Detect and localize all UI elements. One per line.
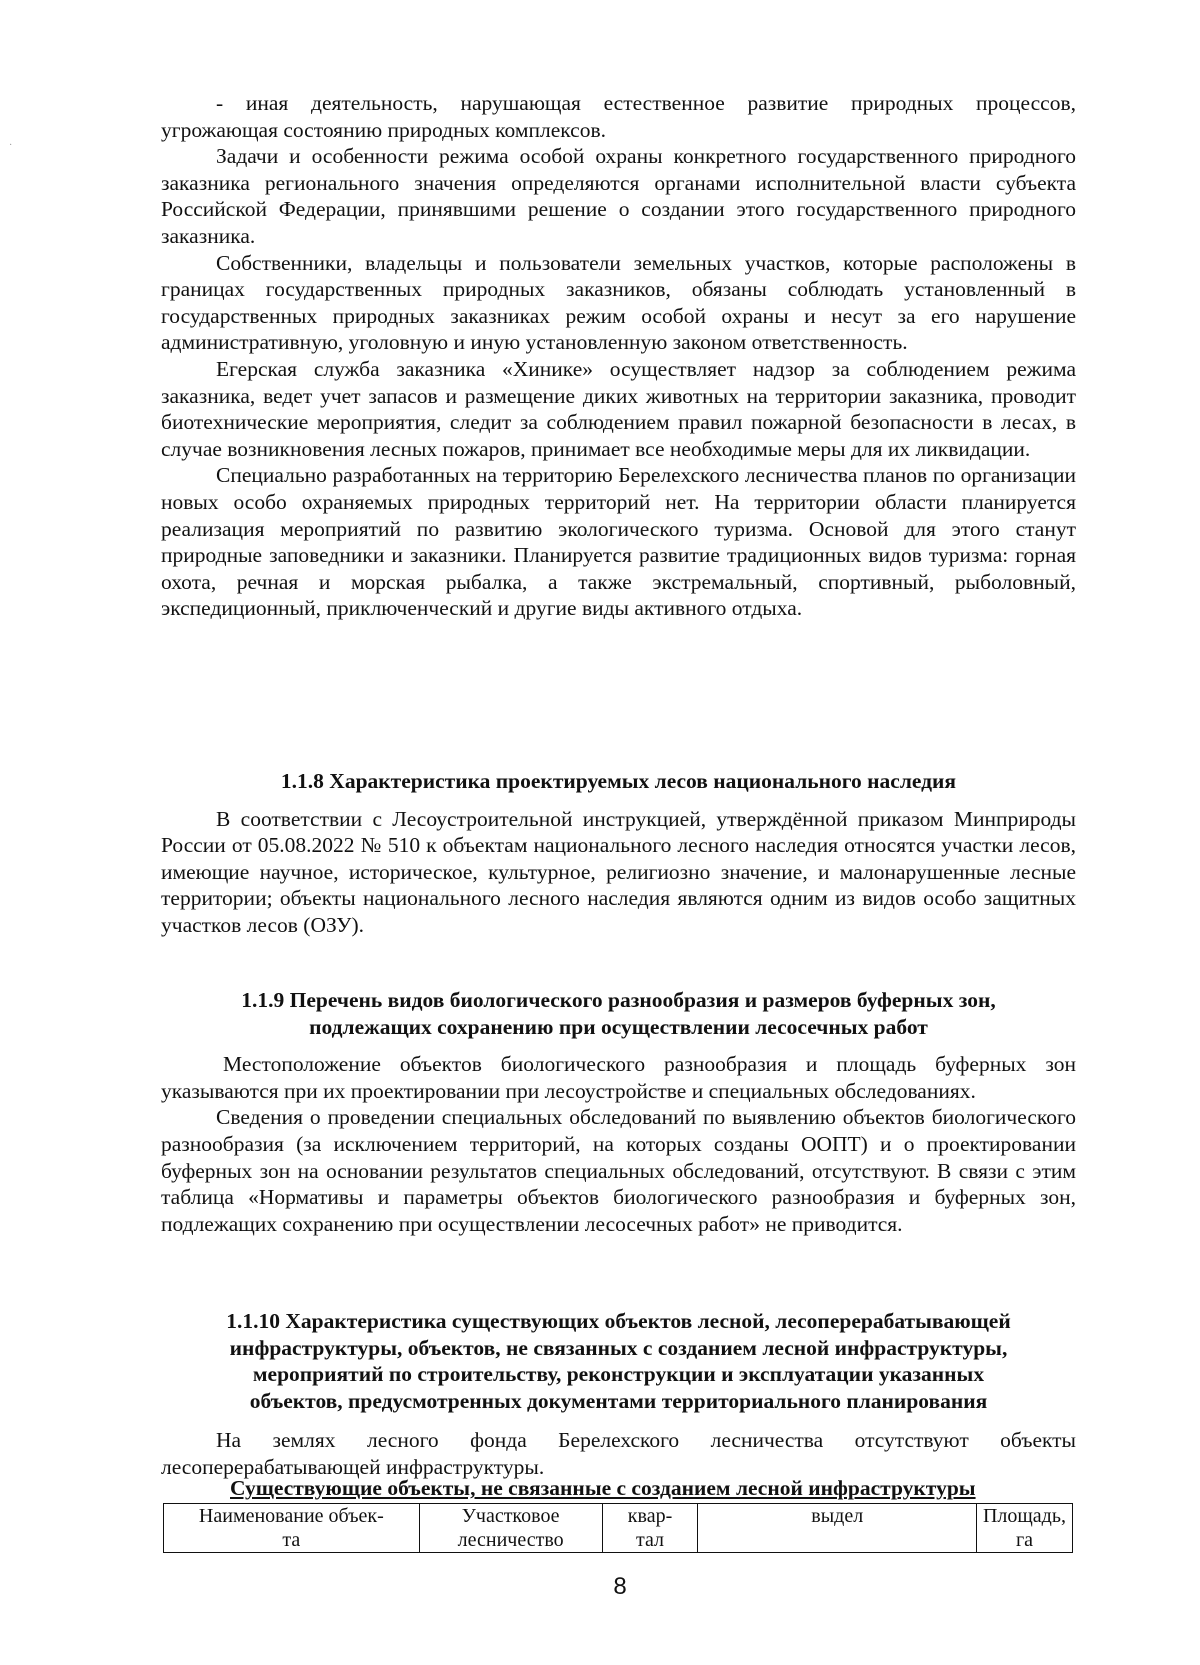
section-heading-1-1-10-line4: объектов, предусмотренных документами территориального планирования <box>249 1388 988 1413</box>
column-header-quarter-line1: квар- <box>627 1505 673 1527</box>
section-1-1-8 <box>161 768 1076 939</box>
column-header-area-line1: Площадь, <box>982 1505 1066 1527</box>
column-header-quarter-line2: тал <box>636 1529 665 1551</box>
section-1-1-9-paragraph-1: Местоположение объектов биологического разнообразия и площадь буферных зон указываются при их проектировании при лесоустройстве и специальных обследованиях. <box>161 1052 1076 1103</box>
section-heading-1-1-10-line3: мероприятий по строительству, реконструкции и эксплуатации указанных <box>252 1362 985 1387</box>
section-1-1-9 <box>161 987 1076 1237</box>
column-header-object-name-line1: Наименование объек- <box>198 1505 384 1527</box>
column-header-area <box>976 1504 1072 1553</box>
section-1-1-8-paragraph: В соответствии с Лесоустроительной инструкцией, утверждённой приказом Минприроды России от 05.08.2022 № 510 к объектам национального лесного наследия относятся участки лесов, имеющие научное, историческое, культурное, религиозно значение, и малонарушенные лесные территории; объекты национального лесного наследия являются одним из видов особо защитных участков лесов (ОЗУ). <box>161 806 1076 937</box>
section-1-1-10 <box>161 1308 1076 1481</box>
table-header-row <box>164 1504 1073 1553</box>
column-header-allotment-label: выдел <box>811 1505 864 1527</box>
section-1-1-9-paragraph-2: Сведения о проведении специальных обследований по выявлению объектов биологического разнообразия (за исключением территорий, на которых созданы ООПТ) и о проектировании буферных зон на основании результатов специальных обследований, отсутствуют. В связи с этим таблица «Нормативы и параметры объектов биологического разнообразия и буферных зон, подлежащих сохранению при осуществлении лесосечных работ» не приводится. <box>161 1105 1076 1236</box>
column-header-quarter <box>602 1504 698 1553</box>
section-heading-1-1-9-line2: подлежащих сохранению при осуществлении лесосечных работ <box>309 1014 928 1039</box>
column-header-allotment <box>698 1504 977 1553</box>
section-1-1-10-paragraph: На землях лесного фонда Берелехского лесничества отсутствуют объекты лесоперерабатывающей инфраструктуры. <box>161 1428 1076 1479</box>
objects-table <box>163 1503 1073 1553</box>
column-header-forestry-line2: лесничество <box>457 1529 564 1551</box>
page-number: 8 <box>613 1573 627 1600</box>
section-heading-1-1-10-line2: инфраструктуры, объектов, не связанных с созданием лесной инфраструктуры, <box>229 1335 1008 1360</box>
column-header-forestry <box>419 1504 602 1553</box>
intro-paragraph-5: Специально разработанных на территорию Берелехского лесничества планов по организации новых особо охраняемых природных территорий нет. На территории области планируется реализация мероприятий по развитию экологического туризма. Основой для этого станут природные заповедники и заказники. Планируется развитие традиционных видов туризма: горная охота, речная и морская рыбалка, а также экстремальный, спортивный, рыболовный, экспедиционный, приключенческий и другие виды активного отдыха. <box>161 463 1076 621</box>
section-heading-1-1-8: 1.1.8 Характеристика проектируемых лесов национального наследия <box>280 769 957 793</box>
intro-paragraph-3: Собственники, владельцы и пользователи земельных участков, которые расположены в границах государственных природных заказников, обязаны соблюдать установленный в государственных природных заказниках режим особой охраны и несут за его нарушение административную, уголовную и иную установленную законом ответственность. <box>161 250 1076 355</box>
section-heading-1-1-9-line1: 1.1.9 Перечень видов биологического разнообразия и размеров буферных зон, <box>241 988 996 1012</box>
intro-block <box>161 90 1076 622</box>
section-heading-1-1-10-line1: 1.1.10 Характеристика существующих объектов лесной, лесоперерабатывающей <box>226 1309 1011 1333</box>
scan-mark: · <box>9 140 13 151</box>
intro-paragraph-2: Задачи и особенности режима особой охраны конкретного государственного природного заказника регионального значения определяются органами исполнительной власти субъекта Российской Федерации, принявшими решение о создании этого государственного природного заказника. <box>161 144 1076 248</box>
column-header-object-name-line2: та <box>282 1529 301 1551</box>
intro-paragraph-4: Егерская служба заказника «Хинике» осуществляет надзор за соблюдением режима заказника, ведет учет запасов и размещение диких животных на территории заказника, проводит биотехнические мероприятия, следит за соблюдением правил пожарной безопасности в лесах, в случае возникновения лесных пожаров, принимает все необходимые меры для их ликвидации. <box>161 356 1076 461</box>
intro-paragraph-1: - иная деятельность, нарушающая естественное развитие природных процессов, угрожающая состоянию природных комплексов. <box>161 91 1076 142</box>
column-header-forestry-line1: Участковое <box>461 1505 560 1527</box>
column-header-object-name <box>164 1504 420 1553</box>
column-header-area-line2: га <box>1015 1529 1034 1551</box>
table-caption: Существующие объекты, не связанные с созданием лесной инфраструктуры <box>230 1476 976 1500</box>
